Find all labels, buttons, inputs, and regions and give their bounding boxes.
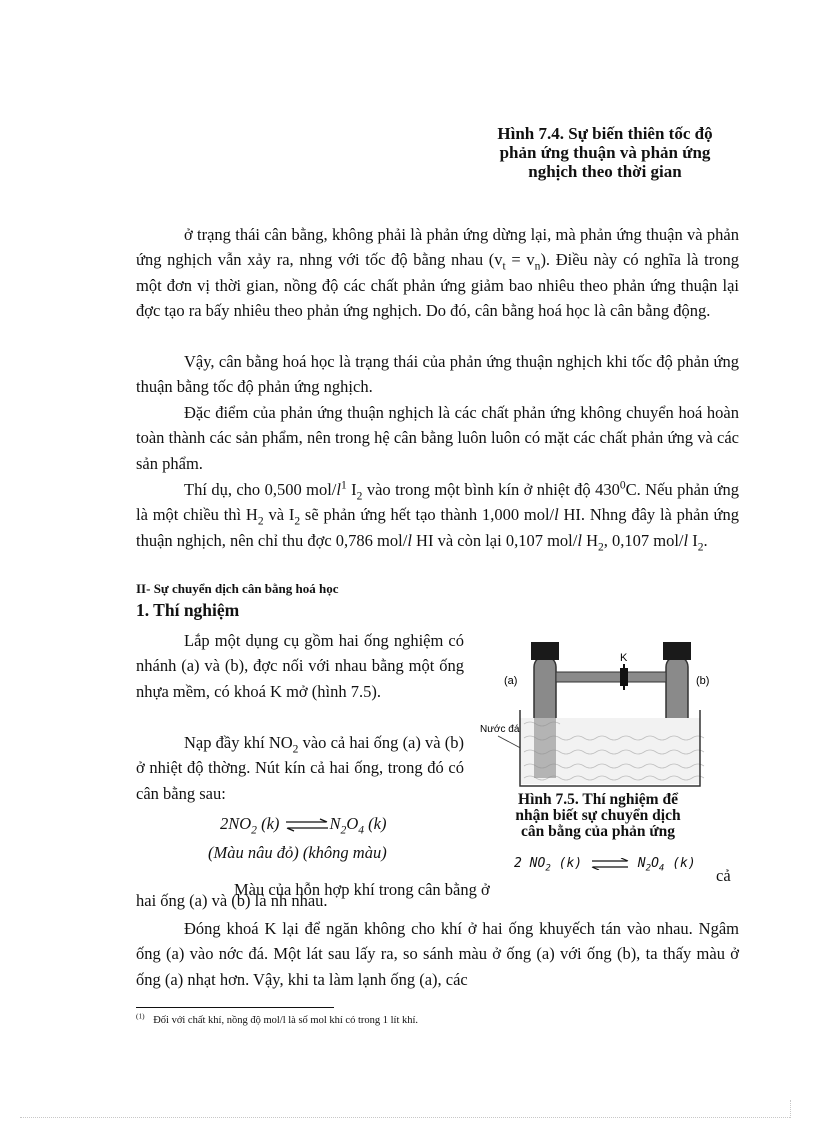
t: 2 [597, 541, 604, 554]
t: , 0,107 mol/ [603, 530, 684, 550]
connecting-tube [556, 672, 666, 682]
t: 4 [658, 863, 665, 874]
t: (k) [664, 856, 696, 871]
t: (k) [550, 856, 583, 871]
para1-text: ở trạng thái cân bằng, không phải là phản ứng dừng lại, mà phản ứng thuận và phản ứng nghịch vẫn xảy ra, nhng với tốc độ bằng nhau (v [136, 225, 739, 270]
caption-line: nhận biết sự chuyển dịch [515, 807, 681, 824]
figure-7-5-caption [478, 792, 718, 840]
paragraph-characteristic [136, 400, 739, 476]
word-ca: cả [716, 866, 731, 885]
t: . [703, 530, 708, 550]
paragraph-definition [136, 349, 739, 400]
sub-n: n [534, 260, 541, 273]
t: vào cả hai ống (a) và (b) ở nhiệt độ thờng. Nút kín cả hai ống, trong đó có cân bằng sau: [136, 733, 464, 803]
t: 2 [257, 515, 264, 528]
caption-line: cân bằng của phản ứng [520, 823, 676, 840]
paragraph-equilibrium-dynamic [136, 222, 739, 324]
t: 2 [294, 515, 301, 528]
label-b: (b) [696, 675, 710, 687]
t: HI và còn lại 0,107 mol/ [411, 530, 578, 550]
t: 2 NO [514, 856, 546, 871]
t: 2NO [220, 814, 252, 833]
t: 2 [697, 541, 704, 554]
t: 2 [545, 863, 551, 874]
footnote-text: Đối với chất khí, nồng độ mol/l là số mol khí có trong 1 lít khí. [153, 1015, 419, 1026]
equation-colors: (Màu nâu đỏ) (không màu) [208, 843, 387, 862]
equilibrium-arrows-icon [590, 858, 630, 870]
para1-eq: = v [505, 250, 535, 270]
equilibrium-equation [220, 814, 387, 837]
t: I [346, 480, 357, 499]
footnote-rule [136, 1007, 334, 1008]
t: H [581, 530, 598, 550]
t: l [683, 530, 689, 550]
t: O [651, 856, 659, 871]
paragraph-example [136, 477, 739, 553]
para2-text: Vậy, cân bằng hoá học là trạng thái của phản ứng thuận nghịch khi tốc độ phản ứng thuận bằng tốc độ phản ứng nghịch. [136, 352, 739, 397]
footnote-mark: (1) [136, 1011, 145, 1021]
t: l [577, 530, 582, 550]
t: sẽ phản ứng hết tạo thành 1,000 mol/ [300, 505, 555, 525]
t: N [329, 814, 341, 833]
hai-ong-line: hai ống (a) và (b) là nh nhau. [136, 891, 328, 910]
t: và I [263, 505, 295, 525]
caption-line: phản ứng thuận và phản ứng [499, 143, 711, 162]
para7-text: Đóng khoá K lại để ngăn không cho khí ở hai ống khuyếch tán vào nhau. Ngâm ống (a) vào nớc đá. Một lát sau lấy ra, so sánh màu ở ống (a) với ống (b), ta thấy màu ở ống (a) nhạt hơn. Vậy, khi ta làm lạnh ống (a), các [136, 919, 739, 989]
section-heading: II- Sự chuyển dịch cân bằng hoá học [136, 581, 339, 596]
overlap-line: Màu của hỗn hợp khí trong cân bằng ở [234, 880, 490, 899]
t: l [554, 505, 559, 525]
t: 0 [619, 479, 626, 492]
footnote-ref: 1 [340, 479, 347, 492]
t: 2 [251, 824, 257, 837]
paragraph-apparatus [136, 628, 464, 704]
t: vào trong một bình kín ở nhiệt độ 430 [362, 480, 620, 499]
t: Nạp đầy khí NO [184, 733, 293, 752]
para1-end: ). Điều này có nghĩa là trong một đơn vị thời gian, nồng độ các chất phản ứng giảm bao nhiêu theo phản ứng thuận lại đợc tạo ra bấy nhiêu theo phản ứng nghịch. Do đó, cân bằng hoá học là cân bằng động. [136, 250, 739, 321]
t: Thí dụ, cho 0,500 mol/ [184, 480, 337, 499]
t: l [407, 530, 412, 550]
t: (k) [256, 814, 280, 833]
t: 2 [292, 743, 299, 756]
equilibrium-arrows-icon [284, 818, 330, 832]
label-ice: Nước đá [480, 724, 520, 735]
paragraph-fill-no2 [136, 730, 464, 806]
para3-text: Đặc điểm của phản ứng thuận nghịch là các chất phản ứng không chuyển hoá hoàn toàn thành các sản phẩm, nên trong hệ cân bằng luôn luôn có mặt các chất phản ứng và các sản phẩm. [136, 403, 739, 473]
figure-equation [514, 856, 696, 874]
t: 2 [645, 863, 652, 874]
caption-line: nghịch theo thời gian [528, 162, 682, 181]
caption-line: Hình 7.5. Thí nghiệm để [518, 791, 678, 808]
t: 2 [356, 490, 363, 503]
stopper-b [663, 642, 691, 660]
caption-line: Hình 7.4. Sự biến thiên tốc độ [497, 124, 713, 143]
t: O [346, 814, 359, 833]
stopper-a [531, 642, 559, 660]
t: 4 [358, 824, 365, 837]
t: I [688, 530, 698, 550]
sub-t: t [502, 260, 506, 273]
t: C. Nếu phản ứng là một chiều thì H [136, 480, 739, 525]
footnote [136, 1011, 419, 1026]
t: l [336, 480, 341, 499]
corner-mark [790, 1100, 792, 1118]
figure-7-4-caption [470, 124, 740, 181]
t: (k) [364, 814, 387, 833]
paragraph-close-valve [136, 916, 739, 992]
bottom-dotted-line [20, 1117, 790, 1118]
label-k: K [620, 652, 628, 664]
label-a: (a) [504, 675, 518, 687]
para5-text: Lắp một dụng cụ gồm hai ống nghiệm có nhánh (a) và (b), đợc nối với nhau bằng một ống nhựa mềm, có khoá K mở (hình 7.5). [136, 631, 464, 701]
t: 2 [340, 824, 347, 837]
subsection-heading: 1. Thí nghiệm [136, 600, 240, 620]
t: N [637, 856, 646, 871]
t: HI. Nhng đây là phản ứng thuận nghịch, nên chỉ thu đợc 0,786 mol/ [136, 505, 739, 550]
figure-7-5-apparatus [480, 628, 720, 794]
